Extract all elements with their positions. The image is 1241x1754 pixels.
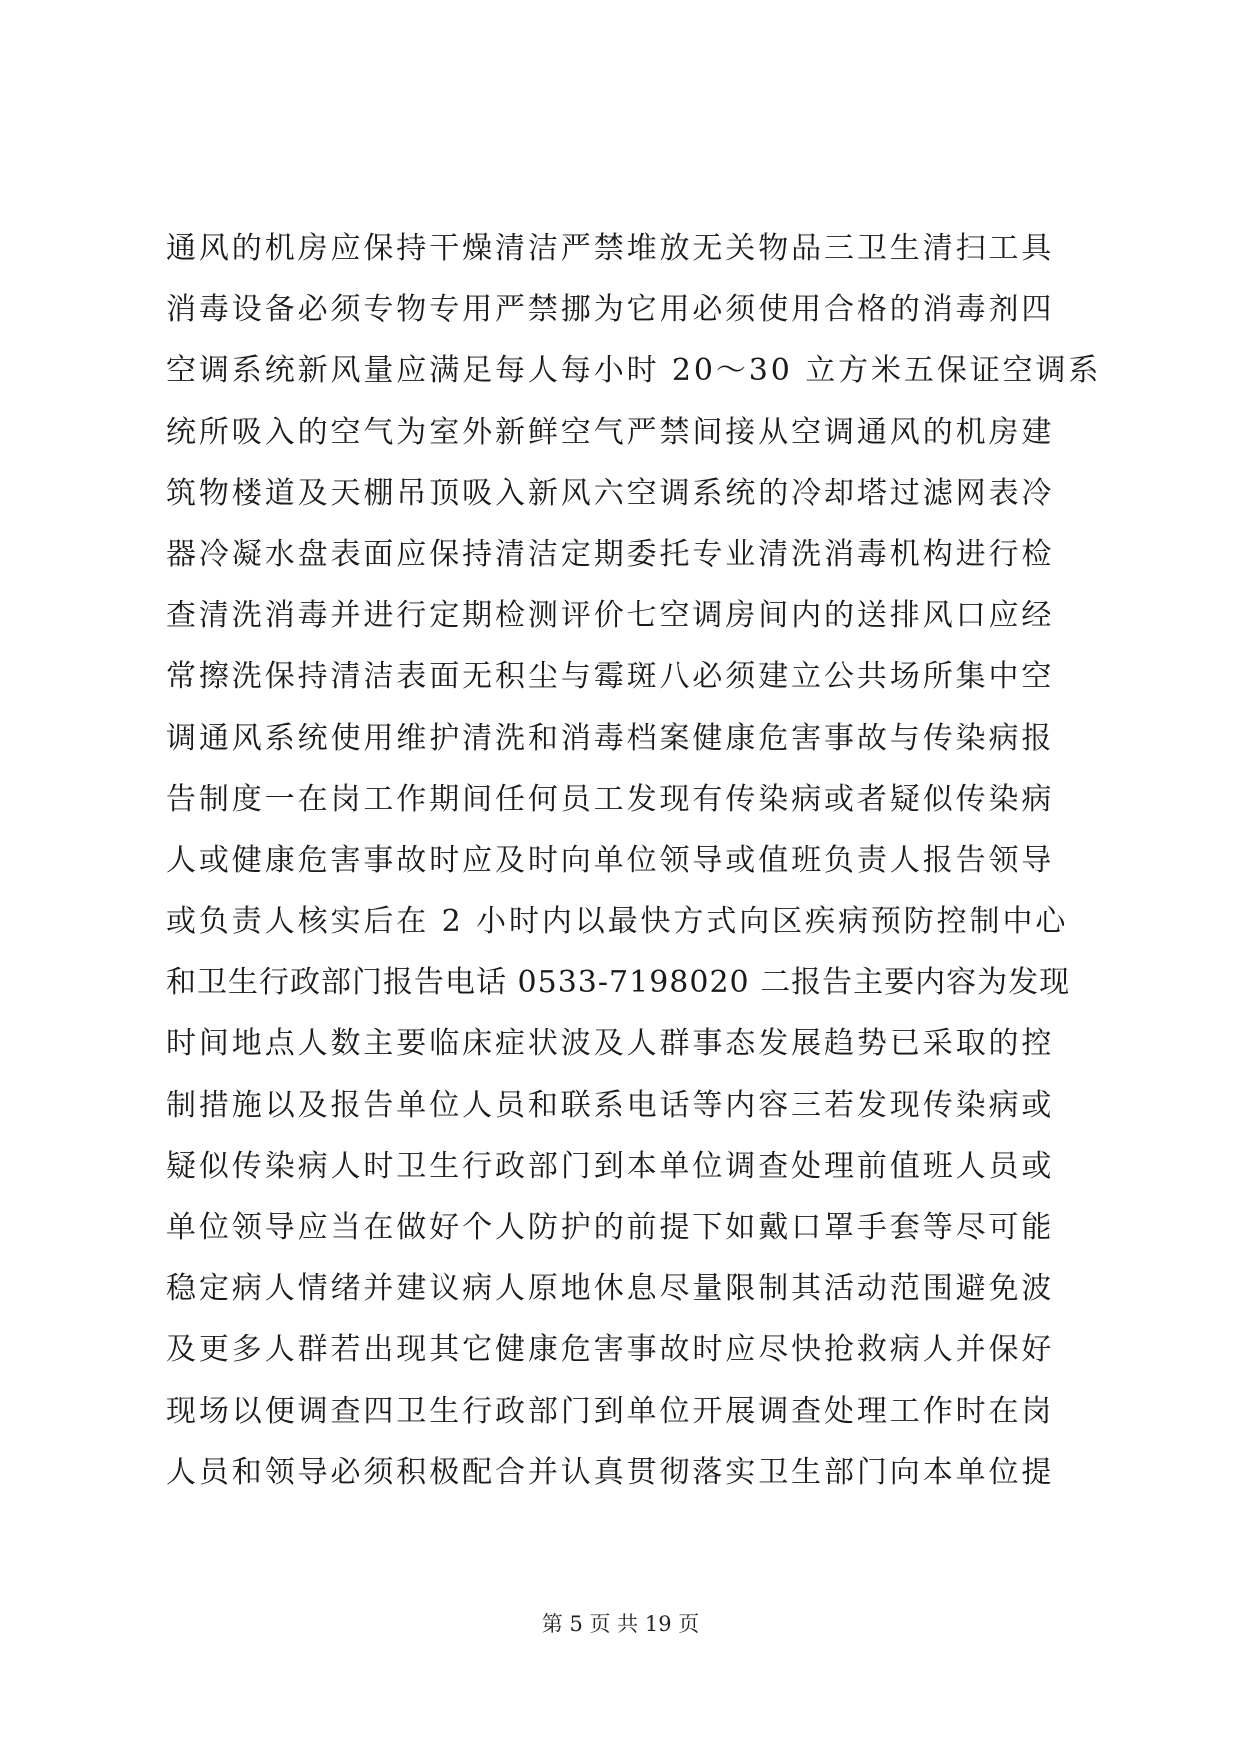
- text-line: 和卫生行政部门报告电话 0533-7198020 二报告主要内容为发现: [166, 965, 1071, 1001]
- page-number-footer: 第 5 页 共 19 页: [541, 1612, 700, 1636]
- text-line: 消毒设备必须专物专用严禁挪为它用必须使用合格的消毒剂四: [166, 292, 1055, 328]
- text-line: 统所吸入的空气为室外新鲜空气严禁间接从空调通风的机房建: [166, 414, 1055, 450]
- text-line: 时间地点人数主要临床症状波及人群事态发展趋势已采取的控: [166, 1026, 1055, 1062]
- text-line: 器冷凝水盘表面应保持清洁定期委托专业清洗消毒机构进行检: [166, 536, 1055, 572]
- text-line: 疑似传染病人时卫生行政部门到本单位调查处理前值班人员或: [166, 1148, 1055, 1184]
- text-line: 常擦洗保持清洁表面无积尘与霉斑八必须建立公共场所集中空: [166, 659, 1055, 695]
- text-line: 筑物楼道及天棚吊顶吸入新风六空调系统的冷却塔过滤网表冷: [166, 475, 1055, 511]
- text-line: 通风的机房应保持干燥清洁严禁堆放无关物品三卫生清扫工具: [166, 231, 1055, 266]
- text-line: 制措施以及报告单位人员和联系电话等内容三若发现传染病或: [166, 1087, 1055, 1123]
- text-line: 空调系统新风量应满足每人每小时 20～30 立方米五保证空调系: [166, 353, 1102, 389]
- text-line: 查清洗消毒并进行定期检测评价七空调房间内的送排风口应经: [166, 598, 1055, 634]
- body-text: [166, 218, 1102, 1503]
- text-line: 单位领导应当在做好个人防护的前提下如戴口罩手套等尽可能: [166, 1210, 1055, 1245]
- text-line: 告制度一在岗工作期间任何员工发现有传染病或者疑似传染病: [166, 781, 1055, 817]
- text-line: 稳定病人情绪并建议病人原地休息尽量限制其活动范围避免波: [166, 1271, 1055, 1307]
- text-line: 及更多人群若出现其它健康危害事故时应尽快抢救病人并保好: [166, 1332, 1055, 1368]
- text-line: 人员和领导必须积极配合并认真贯彻落实卫生部门向本单位提: [166, 1454, 1055, 1490]
- text-line: 人或健康危害事故时应及时向单位领导或值班负责人报告领导: [166, 842, 1055, 878]
- text-line: 调通风系统使用维护清洗和消毒档案健康危害事故与传染病报: [166, 720, 1055, 756]
- text-line: 或负责人核实后在 2 小时内以最快方式向区疾病预防控制中心: [166, 904, 1069, 940]
- text-line: 现场以便调查四卫生行政部门到单位开展调查处理工作时在岗: [166, 1393, 1055, 1429]
